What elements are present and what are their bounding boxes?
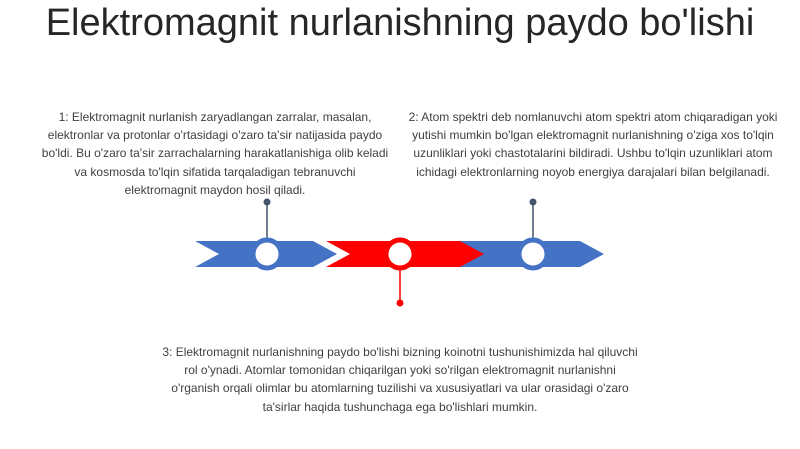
milestone-3-marker [386,240,414,268]
milestone-3-text: 3: Elektromagnit nurlanishning paydo bo'lishi bizning koinotni tushunishimizda hal qiluvchi rol o'ynadi. Atomlar tomonidan chiqarilgan yoki so'rilgan elektromagnit nurlanishni o'rganish orqali olimlar bu atomlarning tuzilishi va xususiyatlari va ular orasidagi o'zaro ta'sirlar haqida tushunchaga ega bo'lishlari mumkin. [162,345,638,414]
milestone-1-marker [253,240,281,268]
milestone-2-dot [530,199,537,206]
milestone-1-text: 1: Elektromagnit nurlanish zaryadlangan zarralar, masalan, elektronlar va protonlar o'rtasidagi o'zaro ta'sir natijasida paydo bo'ldi. Bu o'zaro ta'sir zarrachalarning harakatlanishiga olib keladi va kosmosda to'lqin sifatida tarqaladigan tebranuvchi elektromagnit maydon hosil qiladi. [41,110,389,197]
slide-title: Elektromagnit nurlanishning paydo bo'lishi [45,2,755,44]
milestone-3-dot [397,300,404,307]
milestone-2-text: 2: Atom spektri deb nomlanuvchi atom spektri atom chiqaradigan yoki yutishi mumkin bo'lgan elektromagnit nurlanishning o'ziga xos to'lqin uzunliklari yoki chastotalarini bildiradi. Ushbu to'lqin uzunliklari atom ichidagi elektronlarning noyob energiya darajalari bilan belgilanadi. [408,110,778,179]
milestone-1-dot [264,199,271,206]
milestone-2-marker [519,240,547,268]
